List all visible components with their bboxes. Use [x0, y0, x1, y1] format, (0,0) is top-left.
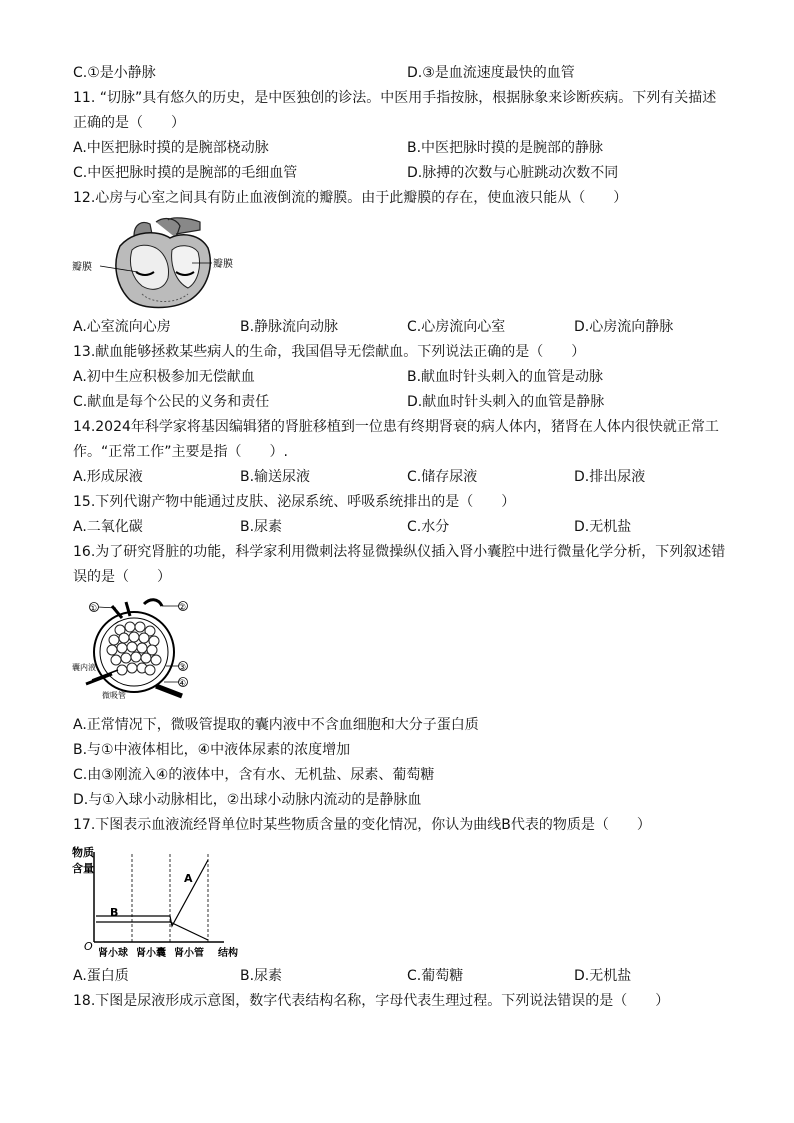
q16-option-a: A.正常情况下，微吸管提取的囊内液中不含血细胞和大分子蛋白质	[73, 717, 479, 733]
q15-stem: 15.下列代谢产物中能通过皮肤、泌尿系统、呼吸系统排出的是（ ）	[73, 494, 516, 510]
q18-stem: 18.下图是尿液形成示意图，数字代表结构名称，字母代表生理过程。下列说法错误的是（ ）	[73, 993, 670, 1009]
q11-stem-line2: 正确的是（ ）	[73, 115, 185, 131]
q14-stem-line2: 作。“正常工作”主要是指（ ）.	[73, 444, 288, 460]
q13-option-c: C.献血是每个公民的义务和责任	[73, 394, 270, 410]
q17-stem: 17.下图表示血液流经肾单位时某些物质含量的变化情况，你认为曲线B代表的物质是（ ）	[73, 817, 651, 833]
chart-ylabel-line1: 物质	[72, 846, 94, 859]
q15-option-d: D.无机盐	[574, 519, 632, 535]
q15-option-c: C.水分	[407, 519, 450, 535]
kidney-label-micropipette: 微吸管	[102, 691, 126, 700]
heart-valve-label-right: 瓣膜	[213, 259, 233, 270]
q16-stem-line2: 误的是（ ）	[73, 569, 171, 585]
q10-option-c: C.①是小静脉	[73, 65, 156, 81]
q13-option-d: D.献血时针头刺入的血管是静脉	[407, 394, 605, 410]
q16-option-d: D.与①入球小动脉相比，②出球小动脉内流动的是静脉血	[73, 792, 422, 808]
substance-content-chart	[72, 842, 252, 962]
q11-option-d: D.脉搏的次数与心脏跳动次数不同	[407, 165, 619, 181]
q14-option-c: C.储存尿液	[407, 469, 478, 485]
q16-stem-line1: 16.为了研究肾脏的功能，科学家利用微刺法将显微操纵仪插入肾小囊腔中进行微量化学分析，下列叙述错	[73, 544, 726, 560]
q17-option-a: A.蛋白质	[73, 968, 129, 984]
q12-option-b: B.静脉流向动脉	[240, 319, 339, 335]
q13-option-b: B.献血时针头刺入的血管是动脉	[407, 369, 604, 385]
q16-option-b: B.与①中液体相比，④中液体尿素的浓度增加	[73, 742, 351, 758]
q12-option-a: A.心室流向心房	[73, 319, 171, 335]
q17-option-d: D.无机盐	[574, 968, 632, 984]
chart-xlabel: 结构	[218, 948, 238, 959]
q13-stem: 13.献血能够拯救某些病人的生命，我国倡导无偿献血。下列说法正确的是（ ）	[73, 344, 586, 360]
q14-stem-line1: 14.2024年科学家将基因编辑猪的肾脏移植到一位患有终期肾衰的病人体内，猪肾在人体内很快就正常工	[73, 419, 719, 435]
chart-origin: O	[84, 940, 93, 953]
q14-option-d: D.排出尿液	[574, 469, 646, 485]
chart-series-b-label: B	[110, 906, 119, 919]
q10-option-d: D.③是血流速度最快的血管	[407, 65, 575, 81]
q14-option-a: A.形成尿液	[73, 469, 143, 485]
q12-stem: 12.心房与心室之间具有防止血液倒流的瓣膜。由于此瓣膜的存在，使血液只能从（ ）	[73, 190, 628, 206]
chart-category-2: 肾小囊	[136, 948, 166, 959]
q12-option-c: C.心房流向心室	[407, 319, 506, 335]
kidney-label-capsule-fluid: 囊内液	[72, 663, 96, 672]
q14-option-b: B.输送尿液	[240, 469, 311, 485]
q13-option-a: A.初中生应积极参加无偿献血	[73, 369, 255, 385]
chart-category-1: 肾小球	[98, 948, 128, 959]
chart-category-3: 肾小管	[174, 948, 204, 959]
kidney-label-1: ①	[89, 604, 98, 614]
chart-series-b-line	[96, 922, 208, 940]
chart-series-a-label: A	[184, 872, 193, 885]
kidney-label-2: ②	[178, 603, 187, 613]
q17-option-b: B.尿素	[240, 968, 283, 984]
kidney-corpuscle-figure	[72, 594, 202, 704]
q11-option-b: B.中医把脉时摸的是腕部的静脉	[407, 140, 604, 156]
heart-valve-label-left: 瓣膜	[72, 262, 92, 273]
q16-option-c: C.由③刚流入④的液体中，含有水、无机盐、尿素、葡萄糖	[73, 767, 435, 783]
kidney-label-4: ④	[178, 679, 187, 689]
q11-option-a: A.中医把脉时摸的是腕部桡动脉	[73, 140, 269, 156]
heart-figure	[72, 216, 242, 312]
q12-option-d: D.心房流向静脉	[574, 319, 674, 335]
q11-option-c: C.中医把脉时摸的是腕部的毛细血管	[73, 165, 298, 181]
q15-option-a: A.二氧化碳	[73, 519, 143, 535]
chart-ylabel-line2: 含量	[72, 862, 94, 875]
q15-option-b: B.尿素	[240, 519, 283, 535]
q11-stem-line1: 11. “切脉”具有悠久的历史，是中医独创的诊法。中医用手指按脉，根据脉象来诊断疾病。下列有关描述	[73, 90, 717, 106]
q17-option-c: C.葡萄糖	[407, 968, 464, 984]
kidney-label-3: ③	[178, 663, 187, 673]
